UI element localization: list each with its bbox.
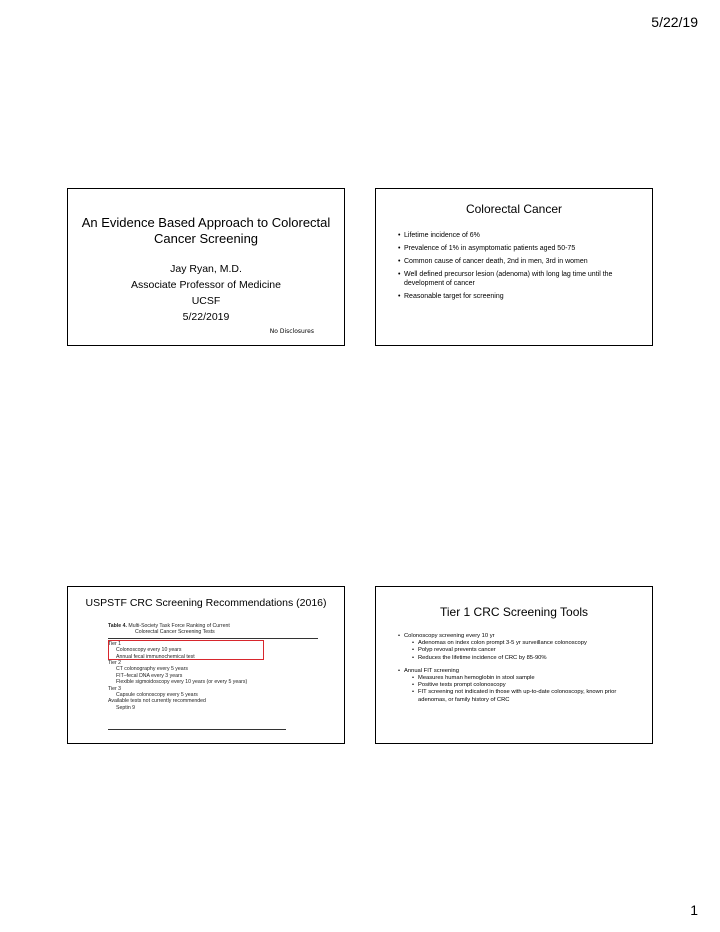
slide2-title: Colorectal Cancer bbox=[465, 202, 563, 216]
table-row: Tier 3 bbox=[108, 685, 122, 692]
table-row: CT colonography every 5 years bbox=[116, 666, 188, 673]
table-row: Available tests not currently recommended bbox=[108, 698, 206, 705]
slide1-title bbox=[68, 215, 344, 247]
author-role: Associate Professor of Medicine bbox=[131, 279, 281, 291]
list-item: • Positive tests prompt colonoscopy bbox=[412, 682, 644, 689]
page-number: 1 bbox=[690, 902, 698, 918]
presentation-date: 5/22/2019 bbox=[182, 311, 230, 323]
list-item: • Measures human hemoglobin in stool sample bbox=[412, 675, 644, 682]
table-row: Annual fecal immunochemical test bbox=[116, 653, 195, 660]
slide3-title: USPSTF CRC Screening Recommendations (2016) bbox=[85, 597, 327, 609]
list-item: • Reasonable target for screening bbox=[398, 292, 644, 301]
slide4-bullet-list bbox=[398, 633, 644, 704]
list-item: • Lifetime incidence of 6% bbox=[398, 231, 644, 240]
table-caption-text: Multi-Society Task Force Ranking of Current bbox=[128, 623, 230, 629]
table-bottom-rule bbox=[108, 729, 286, 730]
table-caption-line2: Colorectal Cancer Screening Tests bbox=[135, 629, 215, 636]
slide-title bbox=[67, 188, 345, 346]
colonoscopy-bullet: Colonoscopy screening every 10 yr bbox=[404, 633, 495, 639]
list-item: • Prevalence of 1% in asymptomatic patients aged 50-75 bbox=[398, 244, 644, 253]
table-row: Flexible sigmoidoscopy every 10 years (or every 5 years) bbox=[116, 679, 248, 686]
slide1-title-line2: Cancer Screening bbox=[153, 231, 259, 246]
recommendation-table bbox=[108, 623, 318, 711]
table-row: Tier 1 bbox=[108, 640, 122, 647]
table-caption-label: Table 4. bbox=[108, 623, 127, 629]
slide-tier1-tools bbox=[375, 586, 653, 744]
table-top-rule bbox=[108, 638, 318, 639]
table-row: FIT–fecal DNA every 3 years bbox=[116, 672, 183, 679]
list-item bbox=[398, 668, 644, 704]
header-date: 5/22/19 bbox=[651, 14, 698, 30]
slide-colorectal-cancer bbox=[375, 188, 653, 346]
table-row: Capsule colonoscopy every 5 years bbox=[116, 692, 198, 699]
slide1-title-line1: An Evidence Based Approach to Colorectal bbox=[81, 215, 331, 230]
fit-sub-list bbox=[404, 675, 644, 704]
author-institution: UCSF bbox=[191, 295, 221, 307]
table-row: Tier 2 bbox=[108, 660, 122, 667]
list-item: • Polyp revoval prevents cancer bbox=[412, 647, 644, 654]
list-item: • Well defined precursor lesion (adenoma) with long lag time until the development of cancer bbox=[398, 270, 644, 288]
slide2-bullet-list bbox=[398, 231, 644, 305]
fit-bullet: Annual FIT screening bbox=[404, 667, 459, 674]
slide4-title: Tier 1 CRC Screening Tools bbox=[439, 605, 589, 619]
list-item: • Adenomas on index colon prompt 3-5 yr surveillance colonoscopy bbox=[412, 640, 644, 647]
author-name: Jay Ryan, M.D. bbox=[170, 263, 242, 275]
list-item: • FIT screening not indicated in those with up-to-date colonoscopy, known prior adenomas, or family history of CRC bbox=[412, 689, 644, 703]
colonoscopy-sub-list bbox=[404, 640, 644, 662]
table-row: Colonoscopy every 10 years bbox=[116, 647, 182, 654]
slide-uspstf-recommendations bbox=[67, 586, 345, 744]
list-item: • Common cause of cancer death, 2nd in men, 3rd in women bbox=[398, 257, 644, 266]
list-item bbox=[398, 633, 644, 662]
tier1-highlight-box bbox=[108, 640, 264, 660]
list-item: • Reduces the lifetime incidence of CRC by 85-90% bbox=[412, 655, 644, 662]
disclosures-note: No Disclosures bbox=[269, 328, 314, 335]
table-row: Septin 9 bbox=[116, 704, 136, 711]
